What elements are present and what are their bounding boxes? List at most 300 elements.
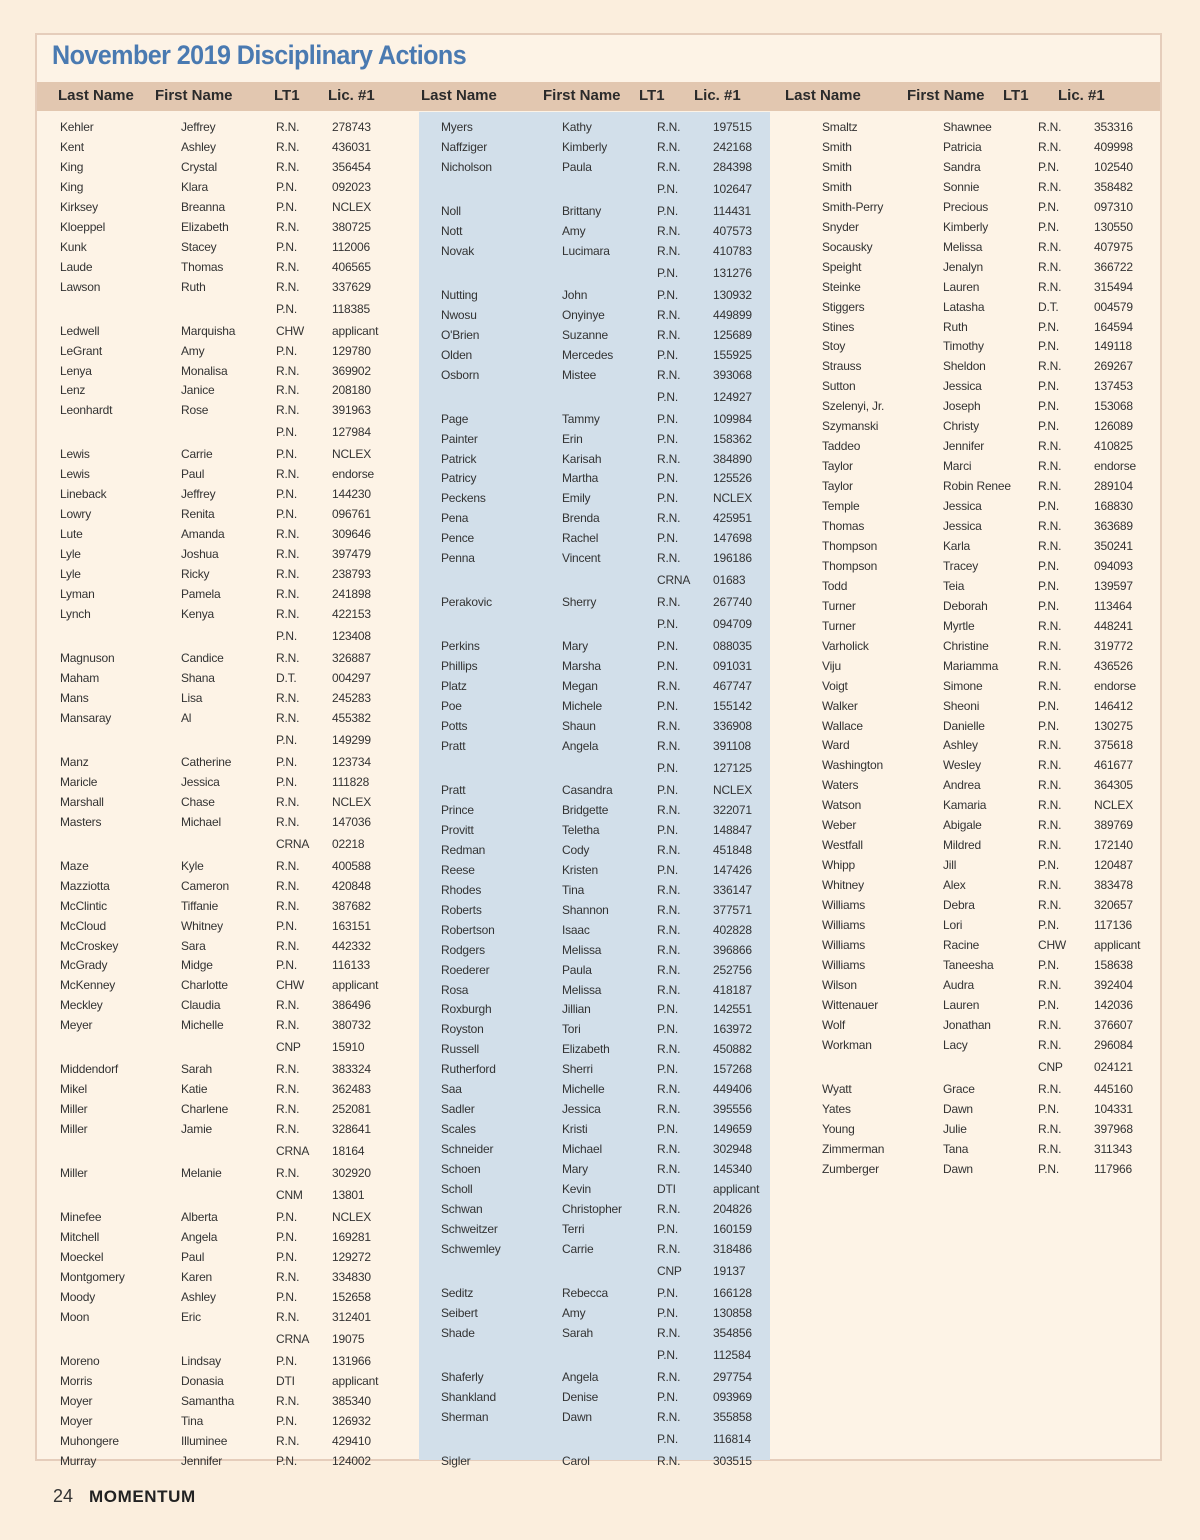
first-name: Sonnie <box>943 179 980 194</box>
first-name: Amanda <box>181 527 225 542</box>
license-number: 097310 <box>1094 199 1133 214</box>
first-name: Claudia <box>181 998 221 1013</box>
license-type: R.N. <box>1038 898 1062 913</box>
license-number: 149118 <box>1094 339 1132 354</box>
last-name: Laude <box>60 259 93 274</box>
license-type: R.N. <box>657 327 681 342</box>
last-name: Maham <box>60 670 100 685</box>
first-name: Jonathan <box>943 1017 991 1032</box>
first-name: Myrtle <box>943 618 975 633</box>
last-name: Shankland <box>441 1389 496 1404</box>
last-name: Olden <box>441 347 473 362</box>
license-number: 448241 <box>1094 618 1133 633</box>
license-number: 449406 <box>713 1082 752 1097</box>
last-name: Maze <box>60 858 89 873</box>
license-type: P.N. <box>657 1122 678 1137</box>
license-type: P.N. <box>276 301 297 316</box>
first-name: Thomas <box>181 259 224 274</box>
license-type: R.N. <box>276 1433 300 1448</box>
first-name: Kevin <box>562 1182 592 1196</box>
license-type: P.N. <box>1038 219 1059 234</box>
last-name: Masters <box>60 814 102 829</box>
first-name: Ashley <box>181 1289 216 1304</box>
last-name: Kloeppel <box>60 219 106 234</box>
last-name: Zumberger <box>822 1161 879 1176</box>
license-number: 157268 <box>713 1062 752 1077</box>
first-name: Tiffanie <box>181 898 219 913</box>
first-name: Martha <box>562 471 599 486</box>
license-type: D.T. <box>276 670 297 685</box>
last-name: Meckley <box>60 998 103 1013</box>
license-type: R.N. <box>657 1241 681 1256</box>
last-name: McGrady <box>60 958 108 973</box>
license-type: P.N. <box>276 507 297 522</box>
last-name: Thompson <box>822 538 878 553</box>
license-type: P.N. <box>657 491 678 506</box>
license-type: R.N. <box>1038 1141 1062 1156</box>
last-name: Williams <box>822 957 866 972</box>
license-type: R.N. <box>1038 538 1062 553</box>
license-type: R.N. <box>1038 459 1062 474</box>
license-number: 461677 <box>1094 758 1133 773</box>
license-number: 155925 <box>713 347 752 362</box>
last-name: Williams <box>822 898 866 913</box>
first-name: Carrie <box>181 447 213 462</box>
first-name: Breanna <box>181 199 225 214</box>
license-number: 467747 <box>713 679 752 694</box>
first-name: Sarah <box>562 1325 594 1340</box>
license-number: 18164 <box>332 1144 365 1159</box>
first-name: Lauren <box>943 279 980 294</box>
license-number: 145340 <box>713 1162 752 1177</box>
last-name: Provitt <box>441 822 474 837</box>
last-name: Moyer <box>60 1393 93 1408</box>
first-name: Jill <box>943 858 957 873</box>
last-name: Wolf <box>822 1017 845 1032</box>
last-name: Stines <box>822 319 855 334</box>
last-name: Smith <box>822 139 852 154</box>
license-type: R.N. <box>657 942 681 957</box>
license-number: 322071 <box>713 802 752 817</box>
license-type: R.N. <box>1038 618 1062 633</box>
last-name: Kent <box>60 139 84 154</box>
last-name: Snyder <box>822 219 859 234</box>
license-type: R.N. <box>657 1042 681 1057</box>
license-number: 356454 <box>332 159 371 174</box>
last-name: Temple <box>822 499 860 514</box>
license-number: 450882 <box>713 1042 752 1057</box>
first-name-header: First Name <box>155 87 233 104</box>
license-type: R.N. <box>1038 838 1062 853</box>
last-name: Waters <box>822 778 859 793</box>
license-type: P.N. <box>276 1210 297 1225</box>
last-name: Kunk <box>60 239 87 254</box>
license-type: CNP <box>657 1263 682 1278</box>
license-type: P.N. <box>657 783 678 797</box>
license-number: 400588 <box>332 858 371 873</box>
first-name: Amy <box>562 223 586 238</box>
license-number: 092023 <box>332 179 371 194</box>
license-number: 312401 <box>332 1309 371 1324</box>
license-number: NCLEX <box>713 491 753 506</box>
last-name: Pence <box>441 531 475 546</box>
license-type: R.N. <box>276 690 300 705</box>
first-name: Michael <box>562 1142 602 1157</box>
license-number: NCLEX <box>713 783 753 797</box>
last-name: Murray <box>60 1453 97 1468</box>
last-name: Mitchell <box>60 1230 100 1245</box>
license-number: 383324 <box>332 1062 371 1077</box>
license-number: 385340 <box>332 1393 371 1408</box>
last-name: Ward <box>822 738 850 753</box>
first-name: Ricky <box>181 567 210 582</box>
last-name: Page <box>441 411 469 426</box>
first-name: Charlotte <box>181 978 228 993</box>
license-type: R.N. <box>1038 658 1062 673</box>
license-type: R.N. <box>657 511 681 526</box>
license-number: NCLEX <box>332 1210 372 1225</box>
license-type: P.N. <box>276 343 297 358</box>
first-name: Grace <box>943 1081 975 1096</box>
license-type: P.N. <box>276 1453 297 1468</box>
license-type: R.N. <box>1038 259 1062 274</box>
first-name: Carrie <box>562 1241 594 1256</box>
last-name: Roberts <box>441 902 482 917</box>
license-type: P.N. <box>657 287 678 302</box>
license-number: 384890 <box>713 451 752 466</box>
license-number: 123408 <box>332 629 371 643</box>
license-number: NCLEX <box>332 447 372 462</box>
license-type: R.N. <box>276 998 300 1013</box>
license-number: NCLEX <box>332 199 372 214</box>
license-type: R.N. <box>1038 1017 1062 1032</box>
license-type: P.N. <box>657 471 678 486</box>
license-number: 455382 <box>332 710 371 725</box>
license-type: R.N. <box>657 120 681 134</box>
license-number: 093969 <box>713 1389 752 1404</box>
first-name: Janice <box>181 383 215 398</box>
last-name: Young <box>822 1121 855 1136</box>
first-name: Tina <box>562 882 585 897</box>
license-type: R.N. <box>276 547 300 562</box>
license-number: 386496 <box>332 998 371 1013</box>
license-type: P.N. <box>657 822 678 837</box>
license-type: DTI <box>657 1182 676 1196</box>
first-name: Melanie <box>181 1166 222 1181</box>
first-name: Ruth <box>943 319 968 334</box>
first-name: Casandra <box>562 783 613 797</box>
license-type: P.N. <box>657 1305 678 1320</box>
first-name: Jessica <box>943 499 982 514</box>
first-name: Sheldon <box>943 359 986 374</box>
first-name-header: First Name <box>907 87 985 104</box>
license-number: 131276 <box>713 265 752 280</box>
license-type: R.N. <box>276 279 300 294</box>
last-name: Naffziger <box>441 139 488 154</box>
last-name: Smith <box>822 179 852 194</box>
license-number: 144230 <box>332 487 371 502</box>
license-number: 19137 <box>713 1263 746 1278</box>
license-number: 094093 <box>1094 558 1133 573</box>
last-name-header: Last Name <box>58 87 134 104</box>
license-number: NCLEX <box>332 794 372 809</box>
first-name: Karisah <box>562 451 602 466</box>
license-type: P.N. <box>657 1285 678 1300</box>
license-number: 267740 <box>713 595 752 610</box>
license-type: R.N. <box>1038 818 1062 833</box>
first-name: Lacy <box>943 1037 968 1052</box>
first-name: Al <box>181 710 192 725</box>
first-name: Mary <box>562 1162 588 1177</box>
first-name: Kamaria <box>943 798 987 813</box>
first-name: Mildred <box>943 838 981 853</box>
first-name: Marsha <box>562 659 601 674</box>
license-number: 127984 <box>332 425 371 440</box>
license-number: 102647 <box>713 181 752 196</box>
last-name: Whitney <box>822 878 864 893</box>
last-name: Schwemley <box>441 1241 501 1256</box>
license-type: R.N. <box>1038 878 1062 893</box>
last-name: Watson <box>822 798 862 813</box>
license-type: R.N. <box>276 878 300 893</box>
license-type: DTI <box>276 1373 295 1388</box>
license-type: R.N. <box>657 902 681 917</box>
last-name: Platz <box>441 679 467 694</box>
lt1-header: LT1 <box>274 87 300 104</box>
first-name: Midge <box>181 958 213 973</box>
first-name: Shaun <box>562 719 596 734</box>
last-name: Patrick <box>441 451 477 466</box>
last-name: Miller <box>60 1102 88 1117</box>
last-name: Mansaray <box>60 710 112 725</box>
license-number: 420848 <box>332 878 371 893</box>
license-type: CRNA <box>657 573 691 588</box>
license-type: R.N. <box>657 882 681 897</box>
license-type: P.N. <box>1038 997 1059 1012</box>
license-number: 389769 <box>1094 818 1133 833</box>
license-type: P.N. <box>1038 578 1059 593</box>
license-type: CRNA <box>276 836 310 851</box>
license-type: R.N. <box>276 567 300 582</box>
license-type: R.N. <box>657 802 681 817</box>
license-type: R.N. <box>657 1325 681 1340</box>
license-type: P.N. <box>657 389 678 404</box>
last-name: Nicholson <box>441 159 492 174</box>
last-name: Miller <box>60 1122 88 1137</box>
first-name: Mary <box>562 639 588 654</box>
license-type: P.N. <box>1038 918 1059 932</box>
last-name: Muhongere <box>60 1433 119 1448</box>
last-name: Shaferly <box>441 1369 484 1384</box>
license-type: R.N. <box>276 120 300 134</box>
first-name: Kimberly <box>943 219 989 234</box>
license-number: 326887 <box>332 651 371 665</box>
license-number: 168830 <box>1094 499 1133 514</box>
last-name-header: Last Name <box>421 87 497 104</box>
license-type: P.N. <box>1038 399 1059 414</box>
first-name: Kristi <box>562 1122 588 1137</box>
first-name: Brittany <box>562 203 602 218</box>
first-name: Isaac <box>562 922 590 937</box>
license-type: P.N. <box>276 754 297 769</box>
license-type: R.N. <box>1038 120 1062 134</box>
license-number: 409998 <box>1094 139 1133 154</box>
first-name: Charlene <box>181 1102 229 1117</box>
first-name: Stacey <box>181 239 217 254</box>
last-name: Smaltz <box>822 120 858 134</box>
license-type: P.N. <box>276 425 297 440</box>
license-type: R.N. <box>657 922 681 937</box>
last-name: Smith <box>822 159 852 174</box>
first-name: Taneesha <box>943 957 994 972</box>
license-type: P.N. <box>276 1230 297 1245</box>
license-type: P.N. <box>1038 718 1059 733</box>
first-name: Jennifer <box>181 1453 223 1468</box>
license-type: D.T. <box>1038 299 1059 314</box>
last-name: Scholl <box>441 1182 473 1196</box>
first-name: Precious <box>943 199 989 214</box>
license-type: R.N. <box>276 651 300 665</box>
first-name: Erin <box>562 431 583 446</box>
last-name: Mazziotta <box>60 878 110 893</box>
license-number: 376607 <box>1094 1017 1133 1032</box>
last-name: Stiggers <box>822 299 865 314</box>
license-number: 418187 <box>713 982 752 997</box>
last-name: Lenz <box>60 383 86 398</box>
license-number: 01683 <box>713 573 746 588</box>
license-type: R.N. <box>657 451 681 466</box>
first-name: Audra <box>943 977 975 992</box>
last-name: Schoen <box>441 1162 481 1177</box>
license-type: P.N. <box>1038 339 1059 354</box>
license-type: R.N. <box>276 1082 300 1097</box>
license-number: 149299 <box>332 732 371 747</box>
license-type: R.N. <box>657 307 681 322</box>
first-name: Carol <box>562 1453 590 1468</box>
license-type: R.N. <box>276 159 300 174</box>
license-number: 112584 <box>713 1347 751 1362</box>
first-name: Emily <box>562 491 591 506</box>
license-number: 127125 <box>713 761 752 775</box>
last-name: Leonhardt <box>60 403 113 418</box>
first-name: Candice <box>181 651 224 665</box>
first-name: Kristen <box>562 862 598 877</box>
license-type: P.N. <box>657 1389 678 1404</box>
license-number: 362483 <box>332 1082 371 1097</box>
last-name: Phillips <box>441 659 478 674</box>
license-number: 245283 <box>332 690 371 705</box>
license-type: R.N. <box>276 467 300 482</box>
license-number: 130275 <box>1094 718 1133 733</box>
license-number: 109984 <box>713 411 752 426</box>
license-number: 396866 <box>713 942 752 957</box>
last-name: Lyle <box>60 547 81 562</box>
last-name: Moody <box>60 1289 96 1304</box>
last-name: Moyer <box>60 1413 93 1428</box>
license-type: P.N. <box>1038 858 1059 873</box>
first-name: Latasha <box>943 299 985 314</box>
first-name: Jeffrey <box>181 120 216 134</box>
first-name: Renita <box>181 507 215 522</box>
last-name: Zimmerman <box>822 1141 885 1156</box>
first-name: Shana <box>181 670 215 685</box>
license-number: 125689 <box>713 327 752 342</box>
license-number: 160159 <box>713 1221 752 1236</box>
license-type: P.N. <box>276 774 297 789</box>
license-type: R.N. <box>276 363 300 378</box>
first-name: Sara <box>181 938 206 953</box>
license-type: R.N. <box>1038 279 1062 294</box>
license-type: CHW <box>1038 937 1067 952</box>
license-number: 130858 <box>713 1305 752 1320</box>
license-number: 391108 <box>713 739 751 753</box>
license-number: 303515 <box>713 1453 752 1468</box>
license-type: P.N. <box>1038 319 1059 334</box>
license-number: 284398 <box>713 159 752 174</box>
license-number: 124002 <box>332 1453 371 1468</box>
first-name: Melissa <box>943 239 983 254</box>
license-type: R.N. <box>276 1102 300 1117</box>
last-name: Lute <box>60 527 83 542</box>
license-number: 131966 <box>332 1353 371 1368</box>
last-name: Rosa <box>441 982 469 997</box>
first-name: Rebecca <box>562 1285 608 1300</box>
last-name: Schneider <box>441 1142 494 1157</box>
first-name: Mariamma <box>943 658 999 673</box>
first-name: Denise <box>562 1389 599 1404</box>
last-name: Nwosu <box>441 307 477 322</box>
license-type: P.N. <box>657 431 678 446</box>
license-type: R.N. <box>1038 359 1062 374</box>
last-name: Szelenyi, Jr. <box>822 399 885 414</box>
license-type: P.N. <box>657 203 678 218</box>
license-type: P.N. <box>657 411 678 426</box>
first-name: Kyle <box>181 858 204 873</box>
license-type: R.N. <box>1038 798 1062 813</box>
license-number: 166128 <box>713 1285 752 1300</box>
first-name: Christopher <box>562 1201 622 1216</box>
last-name: Robertson <box>441 922 495 937</box>
license-number: 096761 <box>332 507 371 522</box>
license-number: 116814 <box>713 1431 751 1446</box>
license-type: P.N. <box>1038 499 1059 514</box>
first-name: Lauren <box>943 997 980 1012</box>
first-name: Katie <box>181 1082 208 1097</box>
license-number: 442332 <box>332 938 371 953</box>
last-name: Rutherford <box>441 1062 496 1077</box>
first-name: Monalisa <box>181 363 228 378</box>
first-name: Jennifer <box>943 439 985 454</box>
license-type: R.N. <box>1038 778 1062 793</box>
license-type: R.N. <box>657 551 681 566</box>
first-name: John <box>562 287 588 302</box>
license-type: R.N. <box>276 259 300 274</box>
license-type: R.N. <box>1038 977 1062 992</box>
license-number: 451848 <box>713 842 752 857</box>
license-type: R.N. <box>657 595 681 610</box>
last-name: Mans <box>60 690 89 705</box>
license-type: R.N. <box>276 403 300 418</box>
license-type: R.N. <box>276 527 300 542</box>
first-name: Eric <box>181 1309 201 1324</box>
license-number: 252756 <box>713 962 752 977</box>
license-number: 366722 <box>1094 259 1133 274</box>
last-name: Magnuson <box>60 651 115 665</box>
first-name: Kenya <box>181 607 215 621</box>
license-number: 111828 <box>332 774 370 789</box>
first-name: Donasia <box>181 1373 224 1388</box>
first-name: Christy <box>943 419 979 434</box>
